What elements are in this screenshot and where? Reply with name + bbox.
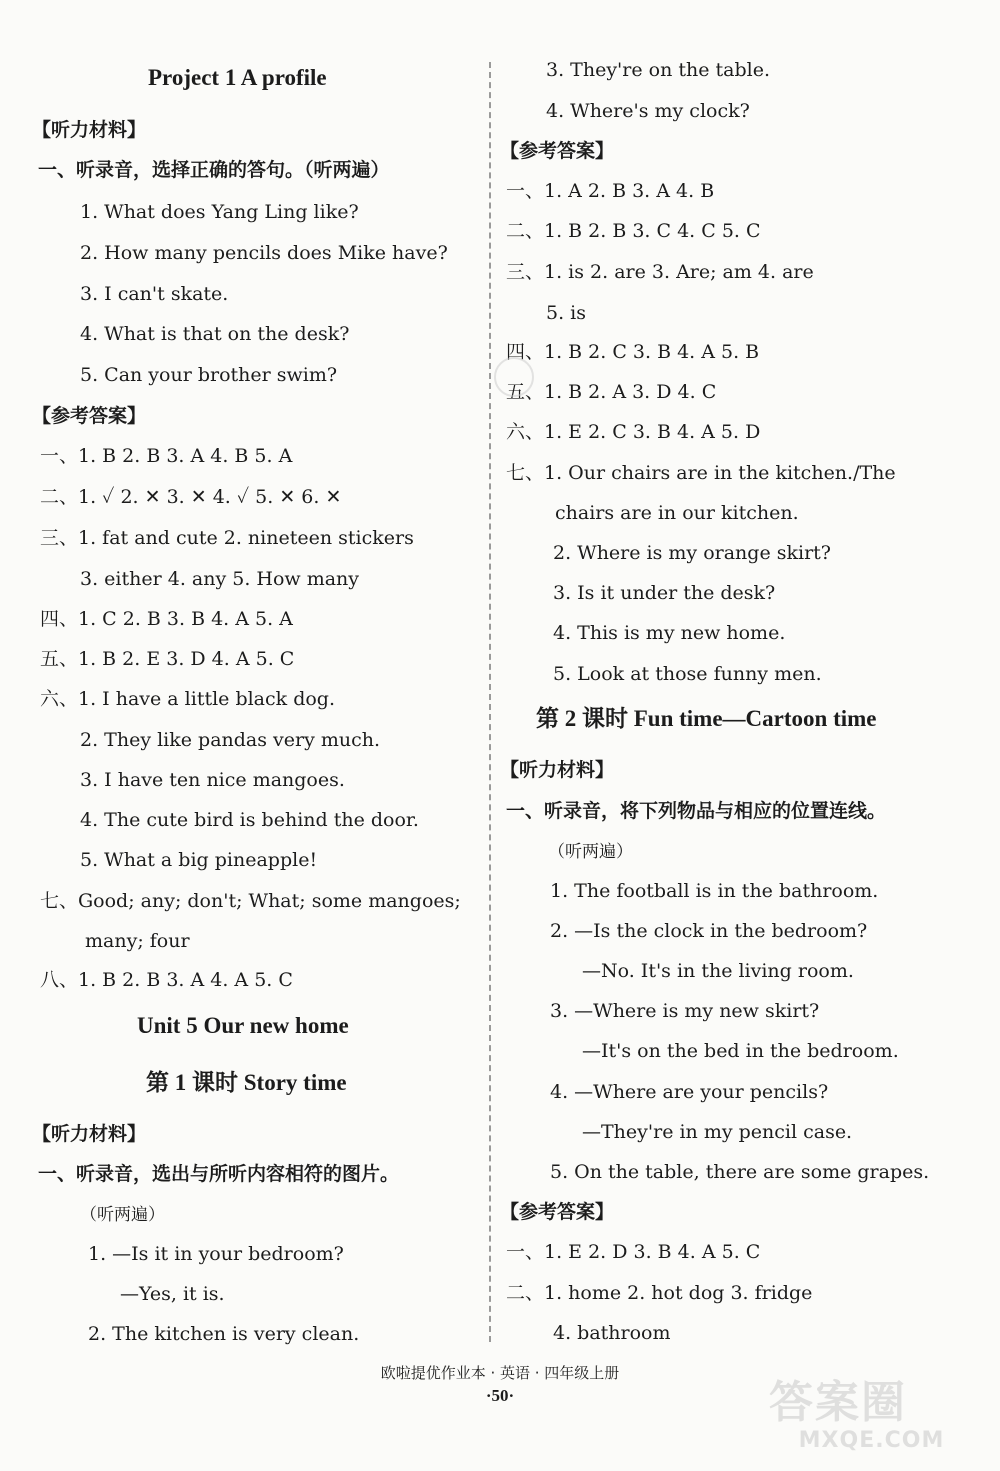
stamp-mark <box>494 357 534 397</box>
list-item: —It's on the bed in the bedroom. <box>582 1040 899 1062</box>
answer-line: 一、1. E 2. D 3. B 4. A 5. C <box>506 1241 761 1263</box>
answer-line: 二、1. ✓ 2. ✕ 3. ✕ 4. ✓ 5. ✕ 6. ✕ <box>40 486 342 508</box>
list-item: 3. I can't skate. <box>80 283 229 305</box>
section-title: 一、听录音，将下列物品与相应的位置连线。 <box>506 800 887 822</box>
listening-header: 【听力材料】 <box>32 119 147 141</box>
list-item: 1. The football is in the bathroom. <box>550 880 879 902</box>
answer-line: 2. Where is my orange skirt? <box>553 542 831 564</box>
project-title: Project 1 A profile <box>148 65 327 90</box>
answer-line: 三、1. fat and cute 2. nineteen stickers <box>40 527 414 549</box>
answer-line: 五、1. B 2. A 3. D 4. C <box>506 381 717 403</box>
section-title: 一、听录音，选出与所听内容相符的图片。 <box>38 1163 400 1185</box>
answer-line: 4. This is my new home. <box>553 622 786 644</box>
footer-book-title: 欧啦提优作业本 · 英语 · 四年级上册 <box>380 1364 620 1382</box>
answer-line: 4. bathroom <box>553 1322 671 1344</box>
answer-line: 六、1. I have a little black dog. <box>40 688 336 710</box>
answer-line: 六、1. E 2. C 3. B 4. A 5. D <box>506 421 761 443</box>
watermark-logo <box>769 1377 974 1453</box>
answer-line: 八、1. B 2. B 3. A 4. A 5. C <box>40 969 293 991</box>
lesson-title: 第 2 课时 Fun time—Cartoon time <box>536 706 877 731</box>
list-item: 4. —Where are your pencils? <box>550 1081 829 1103</box>
watermark-url: MXQE.COM <box>798 1428 945 1453</box>
section-title: 一、听录音，选择正确的答句。（听两遍） <box>38 159 390 181</box>
answer-header: 【参考答案】 <box>500 140 615 162</box>
answer-line: 3. Is it under the desk? <box>553 582 776 604</box>
answer-header: 【参考答案】 <box>32 405 147 427</box>
answer-line: chairs are in our kitchen. <box>555 502 799 524</box>
list-item: 2. The kitchen is very clean. <box>88 1323 360 1345</box>
answer-line: 2. They like pandas very much. <box>80 729 381 751</box>
answer-line: 二、1. B 2. B 3. C 4. C 5. C <box>506 220 761 242</box>
answer-line: 3. either 4. any 5. How many <box>80 568 360 590</box>
answer-line: 二、1. home 2. hot dog 3. fridge <box>506 1282 813 1304</box>
answer-line: 一、1. A 2. B 3. A 4. B <box>506 180 715 202</box>
listening-header: 【听力材料】 <box>500 759 615 781</box>
list-item: 3. —Where is my new skirt? <box>550 1000 820 1022</box>
answer-line: 5. is <box>546 302 586 324</box>
list-item: 5. Can your brother swim? <box>80 364 338 386</box>
listening-header: 【听力材料】 <box>32 1123 147 1145</box>
answer-line: 七、Good; any; don't; What; some mangoes; <box>40 890 461 912</box>
list-item: 3. They're on the table. <box>546 59 771 81</box>
answer-header: 【参考答案】 <box>500 1201 615 1223</box>
list-item: 2. How many pencils does Mike have? <box>80 242 448 264</box>
answer-line: 5. What a big pineapple! <box>80 849 318 871</box>
column-divider <box>489 62 491 1342</box>
list-item: —Yes, it is. <box>120 1283 225 1305</box>
list-item: 1. What does Yang Ling like? <box>80 201 359 223</box>
list-item: —They're in my pencil case. <box>582 1121 853 1143</box>
section-note: （听两遍） <box>80 1205 165 1225</box>
answer-line: 三、1. is 2. are 3. Are; am 4. are <box>506 261 814 283</box>
unit-title: Unit 5 Our new home <box>137 1013 349 1038</box>
answer-line: 5. Look at those funny men. <box>553 663 822 685</box>
list-item: 1. —Is it in your bedroom? <box>88 1243 344 1265</box>
answer-line: 3. I have ten nice mangoes. <box>80 769 345 791</box>
answer-line: 七、1. Our chairs are in the kitchen./The <box>506 462 896 484</box>
list-item: 5. On the table, there are some grapes. <box>550 1161 930 1183</box>
answer-line: 四、1. C 2. B 3. B 4. A 5. A <box>40 608 293 630</box>
list-item: —No. It's in the living room. <box>582 960 854 982</box>
watermark-text: 答案圈 <box>769 1377 907 1428</box>
answer-line: many; four <box>85 930 190 952</box>
page-number: ·50· <box>485 1386 515 1405</box>
lesson-title: 第 1 课时 Story time <box>146 1070 347 1095</box>
list-item: 2. —Is the clock in the bedroom? <box>550 920 868 942</box>
list-item: 4. What is that on the desk? <box>80 323 350 345</box>
answer-line: 四、1. B 2. C 3. B 4. A 5. B <box>506 341 760 363</box>
answer-line: 一、1. B 2. B 3. A 4. B 5. A <box>40 445 293 467</box>
section-note: （听两遍） <box>548 842 633 862</box>
list-item: 4. Where's my clock? <box>546 100 750 122</box>
answer-line: 五、1. B 2. E 3. D 4. A 5. C <box>40 648 295 670</box>
answer-line: 4. The cute bird is behind the door. <box>80 809 419 831</box>
